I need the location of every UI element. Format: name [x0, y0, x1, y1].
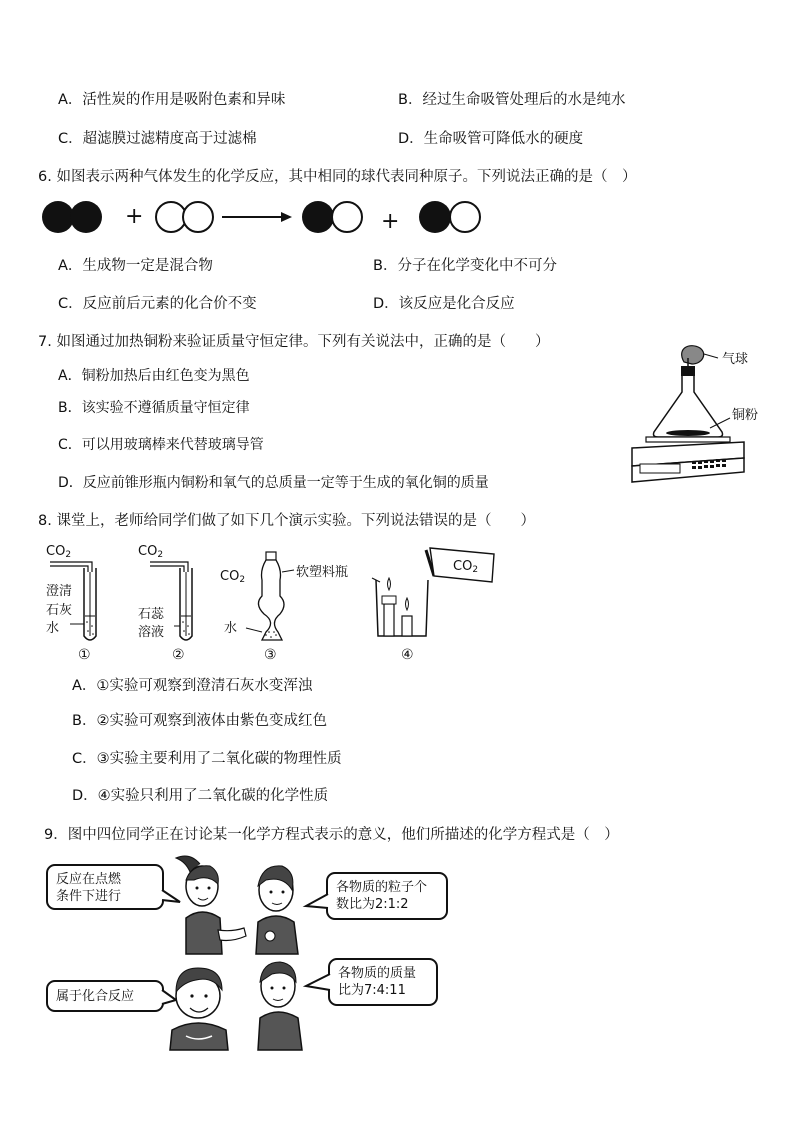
- bubble-tail: [162, 890, 180, 902]
- white-atom: [183, 202, 213, 232]
- q7-option-a: A．铜粉加热后由红色变为黑色: [58, 368, 250, 384]
- flame-icon: [388, 578, 391, 590]
- experiment-number-2: ②: [172, 647, 185, 663]
- dark-atom: [70, 201, 102, 233]
- q5-option-d: D．生命吸管可降低水的硬度: [398, 131, 584, 147]
- arrow-head-icon: [281, 212, 292, 222]
- student-girl-avatar: [176, 856, 246, 954]
- q6-option-d: D．该反应是化合反应: [373, 296, 515, 312]
- copper-powder: [666, 430, 710, 436]
- co2-label: $CO_2$: [220, 569, 246, 585]
- step: [382, 596, 396, 604]
- flame-icon: [406, 598, 409, 610]
- white-atom: [332, 202, 362, 232]
- copper-label: 铜粉: [732, 408, 759, 423]
- limewater-label-1: 澄清: [46, 584, 73, 599]
- bubble-2-line-1: 各物质的粒子个: [336, 880, 428, 895]
- white-atom: [450, 202, 480, 232]
- bubble-4-line-1: 各物质的质量: [338, 966, 417, 981]
- q6-option-c: C．反应前后元素的化合价不变: [58, 296, 257, 312]
- bubble-2-line-2: 数比为2:1:2: [336, 897, 409, 912]
- q7-option-b: B．该实验不遵循质量守恒定律: [58, 400, 250, 416]
- q7-option-d: D．反应前锥形瓶内铜粉和氧气的总质量一定等于生成的氧化铜的质量: [58, 475, 489, 491]
- co2-label: $CO_2$: [46, 544, 72, 560]
- q7-stem: 7. 如图通过加热铜粉来验证质量守恒定律。下列有关说法中，正确的是（ ）: [38, 334, 550, 350]
- bubble-tail: [162, 990, 176, 1004]
- student-boy-curly-avatar: [170, 968, 228, 1050]
- q7-option-c: C．可以用玻璃棒来代替玻璃导管: [58, 437, 264, 453]
- q9-stem: 9．图中四位同学正在讨论某一化学方程式表示的意义，他们所描述的化学方程式是（ ）: [44, 827, 619, 843]
- student-boy-2-avatar: [258, 962, 302, 1050]
- q6-option-b: B．分子在化学变化中不可分: [373, 258, 557, 274]
- co2-label: $CO_2$: [453, 559, 479, 575]
- bubble-3-line-1: 属于化合反应: [56, 989, 135, 1004]
- q6-stem: 6. 如图表示两种气体发生的化学反应，其中相同的球代表同种原子。下列说法正确的是（ ）: [38, 169, 637, 185]
- balance-display: [640, 464, 680, 473]
- q8-option-c: C．③实验主要利用了二氧化碳的物理性质: [72, 751, 342, 767]
- dark-atom: [419, 201, 451, 233]
- q9-students-illustration: [0, 850, 794, 1050]
- co2-label: $CO_2$: [138, 544, 164, 560]
- balloon-label: 气球: [722, 352, 749, 367]
- q8-stem: 8. 课堂上，老师给同学们做了如下几个演示实验。下列说法错误的是（ ）: [38, 513, 535, 529]
- q8-option-a: A．①实验可观察到澄清石灰水变浑浊: [72, 678, 313, 694]
- bubble-tail: [306, 974, 330, 990]
- flask: [654, 376, 723, 437]
- limewater-label-2: 石灰: [46, 603, 73, 618]
- plus-sign: +: [381, 209, 400, 234]
- bubble-1-line-1: 反应在点燃: [56, 872, 122, 887]
- balloon-icon: [682, 346, 704, 364]
- plastic-bottle: [258, 560, 284, 640]
- dark-atom: [302, 201, 334, 233]
- q5-option-b: B．经过生命吸管处理后的水是纯水: [398, 92, 626, 108]
- dark-atom: [42, 201, 74, 233]
- q8-option-b: B．②实验可观察到液体由紫色变成红色: [72, 713, 327, 729]
- experiment-number-1: ①: [78, 647, 91, 663]
- plastic-bottle-label: 软塑料瓶: [296, 565, 349, 580]
- experiment-number-3: ③: [264, 647, 277, 663]
- bubble-4-line-2: 比为7:4:11: [338, 983, 406, 998]
- q5-option-a: A．活性炭的作用是吸附色素和异味: [58, 92, 286, 108]
- plus-sign: +: [125, 204, 144, 229]
- water-label: 水: [224, 621, 238, 636]
- litmus-label-2: 溶液: [138, 625, 165, 640]
- white-atom: [156, 202, 186, 232]
- experiment-number-4: ④: [401, 647, 414, 663]
- q5-option-c: C．超滤膜过滤精度高于过滤棉: [58, 131, 257, 147]
- balance-pan: [646, 437, 730, 442]
- litmus-label-1: 石蕊: [138, 607, 165, 622]
- student-boy-avatar: [256, 866, 298, 954]
- q8-option-d: D．④实验只利用了二氧化碳的化学性质: [72, 788, 329, 804]
- q6-option-a: A．生成物一定是混合物: [58, 258, 213, 274]
- bubble-tail: [306, 894, 328, 908]
- bubble-1-line-2: 条件下进行: [56, 889, 122, 904]
- candle-high: [402, 616, 412, 636]
- candle-low: [384, 604, 394, 636]
- limewater-label-3: 水: [46, 621, 60, 636]
